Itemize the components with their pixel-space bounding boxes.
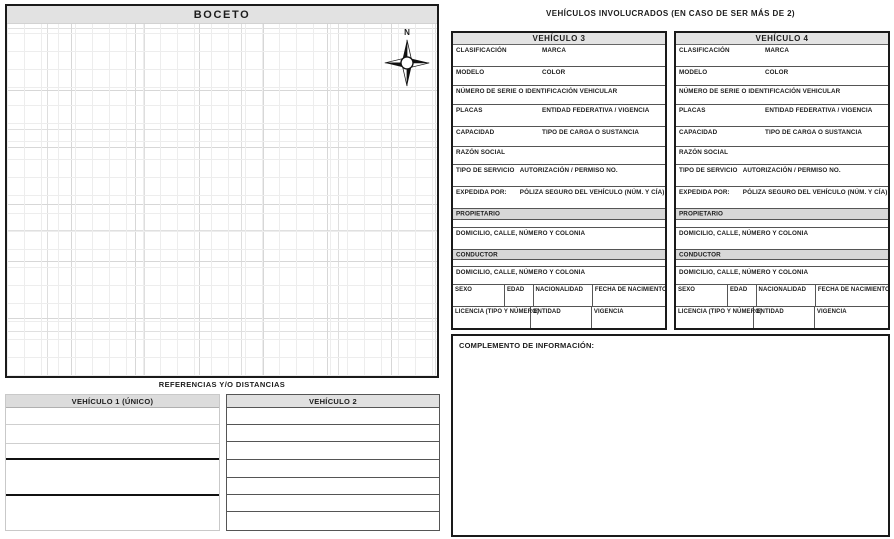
field-label: ENTIDAD [533,309,561,315]
field-cell[interactable] [815,307,888,328]
field-row[interactable] [453,86,665,105]
field-label: PÓLIZA SEGURO DEL VEHÍCULO (NÚM. Y CÍA) [742,189,888,196]
field-label: VIGENCIA [593,309,624,315]
subsection-bar [453,209,665,220]
subsection-bar [676,250,888,260]
field-row[interactable] [676,228,888,250]
field-row[interactable] [453,187,665,209]
field-row[interactable] [676,307,888,328]
field-label: NÚMERO DE SERIE O IDENTIFICACIÓN VEHICULAR [679,88,841,95]
field-cell[interactable] [592,307,665,328]
field-row[interactable] [453,307,665,328]
field-label: CAPACIDAD [456,129,495,136]
field-cell[interactable] [534,285,593,306]
field-label: DOMICILIO, CALLE, NÚMERO Y COLONIA [679,269,809,276]
field-label: DOMICILIO, CALLE, NÚMERO Y COLONIA [456,230,586,237]
writein-row[interactable] [227,460,439,478]
vehiculo1-table [5,394,220,531]
field-row[interactable] [676,165,888,187]
field-cell[interactable] [757,285,816,306]
boceto-title: BOCETO [7,6,437,24]
field-label: EDAD [506,287,525,293]
field-label: PLACAS [456,107,483,114]
writein-row[interactable] [453,260,665,267]
field-label: NÚMERO DE SERIE O IDENTIFICACIÓN VEHICULAR [456,88,618,95]
field-cell[interactable] [505,285,534,306]
field-cell[interactable] [676,285,728,306]
field-row[interactable] [453,67,665,86]
field-row[interactable] [453,105,665,127]
field-cell[interactable] [531,307,591,328]
complemento-box[interactable] [451,334,890,537]
field-label: PÓLIZA SEGURO DEL VEHÍCULO (NÚM. Y CÍA) [519,189,665,196]
writein-row[interactable] [453,220,665,228]
field-label: AUTORIZACIÓN / PERMISO NO. [742,167,841,174]
writein-row[interactable] [6,496,219,530]
field-label: ENTIDAD FEDERATIVA / VIGENCIA [765,107,873,114]
field-row[interactable] [453,127,665,147]
compass-rose [380,28,434,87]
field-row[interactable] [676,127,888,147]
referencias-title: REFERENCIAS Y/O DISTANCIAS [158,380,286,389]
field-label: DOMICILIO, CALLE, NÚMERO Y COLONIA [679,230,809,237]
compass-north-label: N [404,28,410,37]
field-row[interactable] [676,105,888,127]
writein-row[interactable] [676,220,888,228]
field-label: MARCA [542,47,566,54]
writein-row[interactable] [227,495,439,512]
subsection-bar [676,209,888,220]
field-label: FECHA DE NACIMIENTO [594,287,667,293]
field-row[interactable] [676,147,888,165]
field-row[interactable] [676,285,888,307]
field-label: MODELO [456,69,485,76]
field-label: AUTORIZACIÓN / PERMISO NO. [519,167,618,174]
field-label: FECHA DE NACIMIENTO [817,287,890,293]
field-row[interactable] [676,45,888,67]
field-label: COLOR [765,69,789,76]
vehiculo2-table-title: VEHÍCULO 2 [227,395,439,408]
field-label: MODELO [679,69,708,76]
field-label: CONDUCTOR [456,251,498,258]
writein-row[interactable] [227,478,439,495]
subsection-bar [453,250,665,260]
field-row[interactable] [676,267,888,285]
writein-row[interactable] [6,444,219,460]
field-row[interactable] [453,147,665,165]
field-label: VIGENCIA [816,309,847,315]
field-label: CAPACIDAD [679,129,718,136]
writein-row[interactable] [6,460,219,496]
field-row[interactable] [453,228,665,250]
field-label: DOMICILIO, CALLE, NÚMERO Y COLONIA [456,269,586,276]
field-label: PLACAS [679,107,706,114]
field-cell[interactable] [728,285,757,306]
field-label: NACIONALIDAD [758,287,807,293]
field-label: RAZÓN SOCIAL [456,149,506,156]
field-label: PROPIETARIO [456,210,501,218]
field-label: EXPEDIDA POR: [679,189,730,196]
writein-row[interactable] [6,425,219,444]
field-label: MARCA [765,47,789,54]
boceto-section [5,4,439,378]
field-label: ENTIDAD FEDERATIVA / VIGENCIA [542,107,650,114]
field-cell[interactable] [453,307,539,328]
field-label: CONDUCTOR [679,251,721,258]
field-label: COLOR [542,69,566,76]
field-label: LICENCIA (TIPO Y NÚMERO) [455,309,539,315]
field-label: ENTIDAD [756,309,784,315]
involucrados-title: VEHÍCULOS INVOLUCRADOS (EN CASO DE SER MÁS DE 2) [545,9,795,18]
field-label: EDAD [729,287,748,293]
vehiculo1-table-title: VEHÍCULO 1 (ÚNICO) [6,395,219,408]
field-row[interactable] [453,165,665,187]
field-label: SEXO [455,287,473,293]
sketch-grid[interactable] [7,24,437,376]
field-cell[interactable] [593,285,665,306]
field-label: RAZÓN SOCIAL [679,149,729,156]
vehiculo3-panel-title: VEHÍCULO 3 [453,33,665,45]
writein-row[interactable] [676,260,888,267]
field-label: CLASIFICACIÓN [456,47,507,54]
field-row[interactable] [453,45,665,67]
field-label: NACIONALIDAD [535,287,584,293]
field-label: LICENCIA (TIPO Y NÚMERO) [678,309,762,315]
field-cell[interactable] [453,285,505,306]
field-label: TIPO DE SERVICIO [456,167,515,174]
vehiculo3-panel [451,31,667,330]
vehiculo4-panel [674,31,890,330]
field-label: CLASIFICACIÓN [679,47,730,54]
writein-row[interactable] [227,425,439,442]
field-label: PROPIETARIO [679,210,724,218]
field-row[interactable] [453,267,665,285]
field-label: EXPEDIDA POR: [456,189,507,196]
writein-row[interactable] [227,408,439,425]
writein-row[interactable] [227,512,439,530]
field-label: SEXO [678,287,696,293]
field-label: TIPO DE CARGA O SUSTANCIA [542,129,639,136]
field-row[interactable] [676,86,888,105]
compass-icon [383,37,431,87]
writein-row[interactable] [227,442,439,460]
field-label: TIPO DE CARGA O SUSTANCIA [765,129,862,136]
vehiculo2-table [226,394,440,531]
field-row[interactable] [453,285,665,307]
field-label: TIPO DE SERVICIO [679,167,738,174]
vehiculo4-panel-title: VEHÍCULO 4 [676,33,888,45]
field-row[interactable] [676,187,888,209]
field-cell[interactable] [754,307,814,328]
complemento-label: COMPLEMENTO DE INFORMACIÓN: [459,341,595,350]
writein-row[interactable] [6,408,219,425]
field-row[interactable] [676,67,888,86]
field-cell[interactable] [816,285,888,306]
field-cell[interactable] [676,307,762,328]
